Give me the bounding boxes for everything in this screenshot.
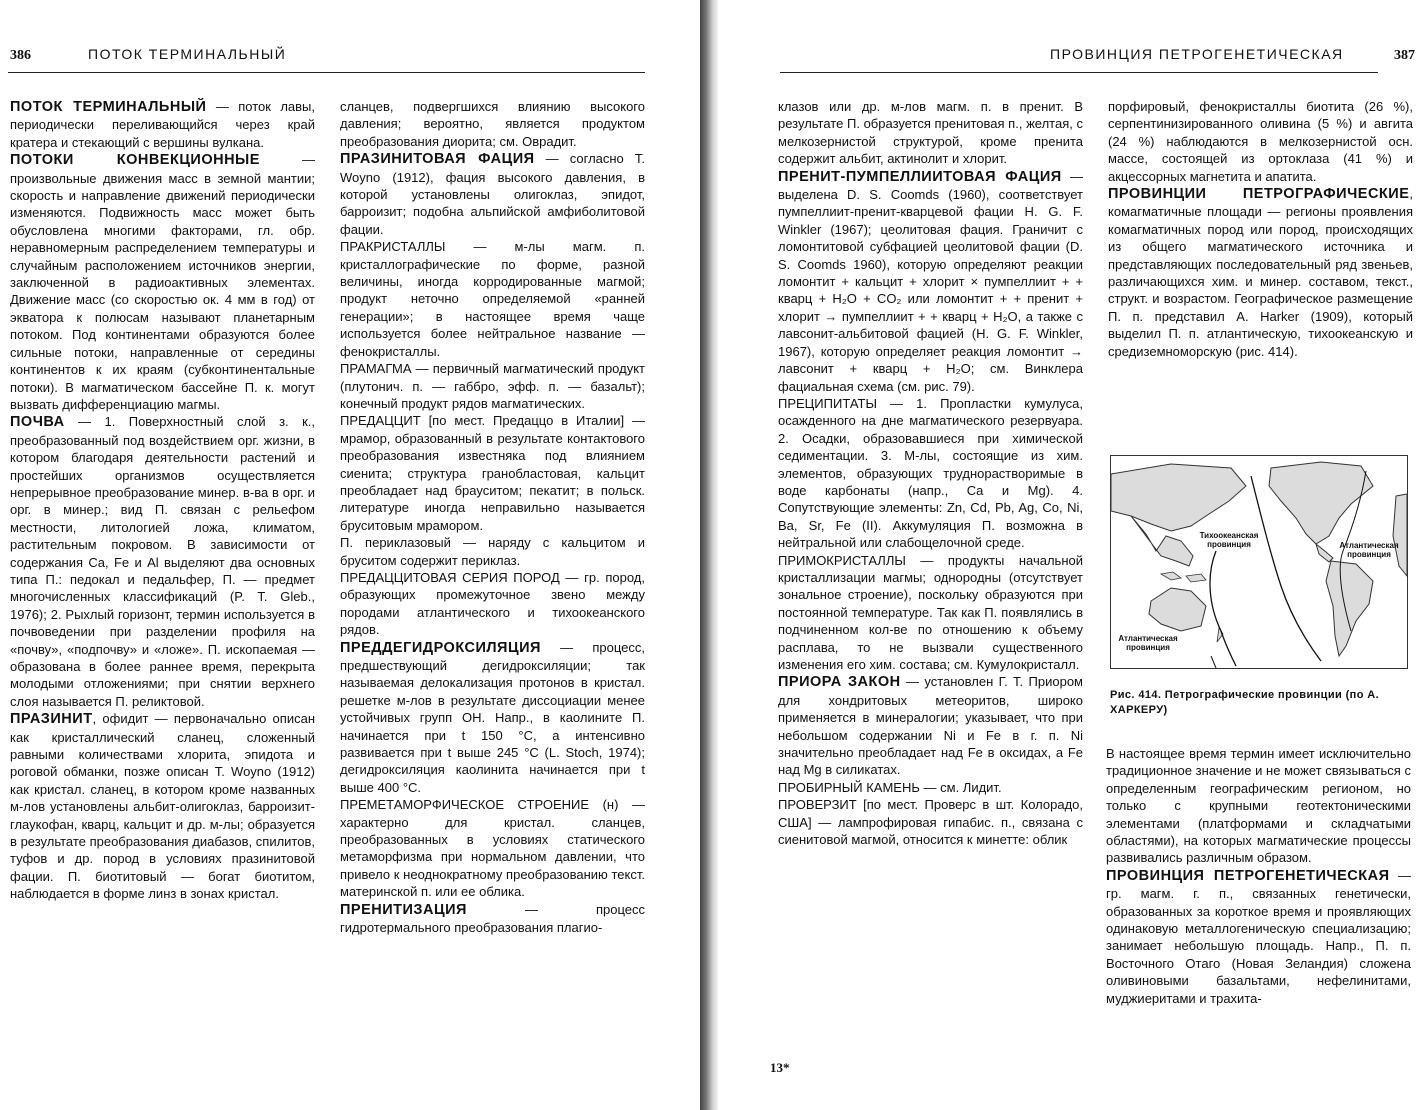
- entry-predatstsit-periklazovy: П. периклазовый — наряду с кальцитом и бруситом содержит периклаз.: [340, 535, 645, 568]
- entry-nastoyashchee-vremya: В настоящее время термин имеет исключительно традиционное значение и не может связываться с определенным географическим регионом, но только с крупными геотектоническими элементами (платформами и складчатыми областями), на которых магматические процессы развивались различным образом.: [1106, 746, 1411, 866]
- entry-provintsiya-petrogeneticheskaya: ПРОВИНЦИЯ ПЕТРОГЕНЕТИЧЕСКАЯ — гр. магм. г. п., связанных генетически, образованных за короткое время и проявляющих одинаковую металлогеническую специализацию; занимает небольшую площадь. Напр., П. п. Восточного Отаго (Новая Зеландия) сложена оливиновыми базальтами, нефелинитами, муджиеритами и трахита-: [1106, 867, 1411, 1006]
- entry-premetamorficheskoe: ПРЕМЕТАМОРФИЧЕСКОЕ СТРОЕНИЕ (н) — характерно для кристал. сланцев, преобразованных в условиях статического метаморфизма при нормальном давлении, что привело к неоднократному преобразованию текст. материнской п. или ее облика.: [340, 797, 645, 900]
- entry-provintsii-petrograficheskie: ПРОВИНЦИИ ПЕТРОГРАФИЧЕСКИЕ, комагматичные площади — регионы проявления комагматичных пород или пород, происходящих из общего магматического источника и представляющих последовательный ряд звеньев, различающихся хим. и минер. составом, текст., структ. и возрастом. Географическое размещение П. п. представил A. Harker (1909), который выделил П. п. атлантическую, тихоокеанскую и средиземноморскую (рис. 414).: [1108, 186, 1413, 359]
- right-column-2-top: [1108, 98, 1413, 458]
- atlantic-province-label-right: Атлантическая провинция: [1339, 541, 1399, 559]
- entry-predatstsitovaya-seriya: ПРЕДАЦЦИТОВАЯ СЕРИЯ ПОРОД — гр. пород, образующих промежуточное звено между породами атлантического и тихоокеанского рядов.: [340, 569, 645, 638]
- entry-pramagma: ПРАМАГМА — первичный магматический продукт (плутонич. п. — габбро, эфф. п. — базальт); конечный продукт рядов магматических.: [340, 361, 645, 411]
- book-gutter: [700, 0, 718, 1110]
- running-head-left: ПОТОК ТЕРМИНАЛЬНЫЙ: [88, 46, 287, 62]
- entry-potok-terminalny: ПОТОК ТЕРМИНАЛЬНЫЙ — поток лавы, периодически переливающийся через край кратера и стекающий с вершины вулкана.: [10, 99, 315, 150]
- page-number-left: 386: [10, 48, 31, 63]
- header-rule-left: [8, 72, 645, 73]
- entry-priora-zakon: ПРИОРА ЗАКОН — установлен Г. Т. Приором для хондритовых метеоритов, широко применяется в минералогии; указывает, что при небольшом содержании Ni и Fe в г. п. Ni значительно преобладает над Fe в оксидах, а Fe над Mg в силикатах.: [778, 674, 1083, 778]
- entry-prakristally: ПРАКРИСТАЛЛЫ — м-лы магм. п. кристаллографические по форме, разной величины, иногда корродированные магмой; продукт неточно определяемой «ранней генерации»; в настоящее время чаще используется более нейтральное название — фенокристаллы.: [340, 239, 645, 359]
- page-number-right: 387: [1394, 48, 1415, 63]
- entry-preddegidroksilyatsiya: ПРЕДДЕГИДРОКСИЛЯЦИЯ — процесс, предшествующий дегидроксиляции; так называемая делокализация протонов в кристал. решетке м-лов в результате диссоциации менее устойчивых групп OH. Напр., в каолините П. начинается при t 150 °C, а интенсивно развивается при t выше 245 °C (L. Stoch, 1974); дегидроксиляция каолинита начинается при t выше 400 °C.: [340, 639, 645, 795]
- entry-primokristally: ПРИМОКРИСТАЛЛЫ — продукты начальной кристаллизации магмы; однородны (отсутствует зональное строение), поскольку образуются при постоянной температуре. Так как П. появлялись в подчиненном кол-ве по отношению к объему расплава, то не вызвали существенного изменения его хим. состава; см. Кумулокристалл.: [778, 552, 1083, 672]
- right-page: [718, 0, 1424, 1110]
- entry-predatstsit: ПРЕДАЦЦИТ [по мест. Предаццо в Италии] — мрамор, образованный в результате контактового преобразования известняка под влиянием сиенита; структура гранобластовая, кальцит преобладает над брауситом; пекатит; в польск. литературе иногда неправильно называется бруситовым мрамором.: [340, 413, 645, 533]
- figure-caption: Рис. 414. Петрографические провинции (по А. ХАРКЕРУ): [1110, 689, 1380, 716]
- signature-mark: 13*: [770, 1060, 790, 1075]
- entry-potoki-konvektsionnye: ПОТОКИ КОНВЕКЦИОННЫЕ — произвольные движения масс в земной мантии; скорость и направление движений периодически изменяются. Подвижность масс может быть обусловлена многими факторами, гл. обр. неравномерным распределением температуры и случайным расположением источников энергии, заключенной в радиоактивных элементах. Движение масс (со скоростью ок. 4 мм в год) от экватора к полюсам называют планетарным потоком. Под континентами образуются более сильные потоки, направленные от середины континентов к их краям (субконтинентальные потоки). В магматическом бассейне П. к. могут вызвать дифференциацию магмы.: [10, 152, 315, 412]
- left-column-1: [10, 98, 315, 903]
- entry-continuation-col2: порфировый, фенокристаллы биотита (26 %), серпентинизированного оливина (5 %) и авгита (24 %) наблюдаются в мелкозернистой осн. массе, состоящей из ортоклаза (41 %) и акцессорных магнетита и апатита.: [1108, 99, 1413, 184]
- entry-prenit-pumpelliitovaya: ПРЕНИТ-ПУМПЕЛЛИИТОВАЯ ФАЦИЯ — выделена D. S. Coomds (1960), соответствует пумпеллиит-пренит-кварцевой фации H. G. F. Winkler (1967); цеолитовая фация. Граничит с ломонтитовой субфацией цеолитовой фации (D. S. Coomds 1960), которую определяют реакции ломонтит + кальцит + хлорит × пумпеллиит + + кварц + H₂O + CO₂ или ломонтит + + пренит + хлорит → пумпеллиит + + кварц + H₂O, а также с лавсонит-альбитовой фацией (H. G. F. Winkler, 1967), которую определяет реакция ломонтит → лавсонит + кварц + H₂O; см. Винклера фациальная схема (см. рис. 79).: [778, 168, 1083, 394]
- right-column-1: [778, 98, 1083, 848]
- left-column-2: [340, 98, 645, 937]
- header-rule-right: [780, 72, 1378, 73]
- entry-pretsipitaty: ПРЕЦИПИТАТЫ — 1. Пропластки кумулуса, осажденного на дне магматического резервуара. 2. Осадки, образовавшиеся при химической седиментации. 3. М-лы, состоящие из хим. элементов, образующих труднорастворимые в воде карбонаты (напр., Ca и Mg). 4. Сопутствующие элементы: Zn, Cd, Pb, Ag, Co, Ni, Ba, Sr, Fe (II). Аккумуляция П. возможна в нейтральной или слабощелочной среде.: [778, 395, 1083, 551]
- entry-prenitizatsiya: ПРЕНИТИЗАЦИЯ — процесс гидротермального преобразования плагио-: [340, 901, 645, 936]
- figure-414-map: [1110, 455, 1408, 669]
- entry-prazinit: ПРАЗИНИТ, офидит — первоначально описан как кристаллический сланец, сложенный равными количествами хлорита, эпидота и роговой обманки, позже описан T. Woyno (1912) как кристал. сланец, в котором кроме названных м-лов установлены альбит-олигоклаз, барроизит-глаукофан, кварц, кальцит и др. м-лы; образуется в результате преобразования диабазов, спилитов, туфов и др. пород в условиях празинитовой фации. П. биотитовый — богат биотитом, наблюдается в форме линз в зонах кристал.: [10, 711, 315, 902]
- running-head-right: ПРОВИНЦИЯ ПЕТРОГЕНЕТИЧЕСКАЯ: [1050, 46, 1344, 62]
- pacific-province-label: Тихоокеанская провинция: [1199, 531, 1259, 549]
- left-page: [0, 0, 700, 1110]
- atlantic-province-label-left: Атлантическая провинция: [1118, 634, 1178, 652]
- entry-continuation-right: клазов или др. м-лов магм. п. в пренит. В результате П. образуется пренитовая п., желтая, с мелкозернистой структурой, кроме пренита содержит альбит, актинолит и хлорит.: [778, 99, 1083, 167]
- entry-prazinitovaya-fatsiya: ПРАЗИНИТОВАЯ ФАЦИЯ — согласно T. Woyno (1912), фация высокого давления, в которой установлены олигоклаз, эпидот, барроизит; подобна альпийской амфиболитовой фации.: [340, 151, 645, 237]
- entry-continuation: сланцев, подвергшихся влиянию высокого давления; вероятно, является продуктом преобразования диорита; см. Оврадит.: [340, 99, 645, 149]
- entry-pochva: ПОЧВА — 1. Поверхностный слой з. к., преобразованный под воздействием орг. жизни, в котором благодаря деятельности растений и простейших организмов осуществляется непрерывное преобразование минер. в-ва в орг. и орг. в минер.; вид П. связан с рельефом местности, литологией ложа, климатом, растительным покровом. В зависимости от содержания Ca, Fe и Al выделяют два основных типа П.: педокал и педальфер, П. — предмет многочисленных классификаций (P. T. Gleb., 1976); 2. Рыхлый горизонт, термин используется в почвоведении при разделении профиля на «почву», «подпочву» и «ложе». П. ископаемая — образована в более раннее время, перекрыта молодыми отложениями; при снятии верхнего слоя называется П. реликтовой.: [10, 414, 315, 709]
- entry-proverzit: ПРОВЕРЗИТ [по мест. Проверс в шт. Колорадо, США] — лампрофировая гипабис. п., связана с сиенитовой магмой, относится к минетте: облик: [778, 797, 1083, 848]
- right-column-2-bottom: [1106, 745, 1411, 1007]
- entry-probirny-kamen: ПРОБИРНЫЙ КАМЕНЬ — см. Лидит.: [778, 779, 1002, 795]
